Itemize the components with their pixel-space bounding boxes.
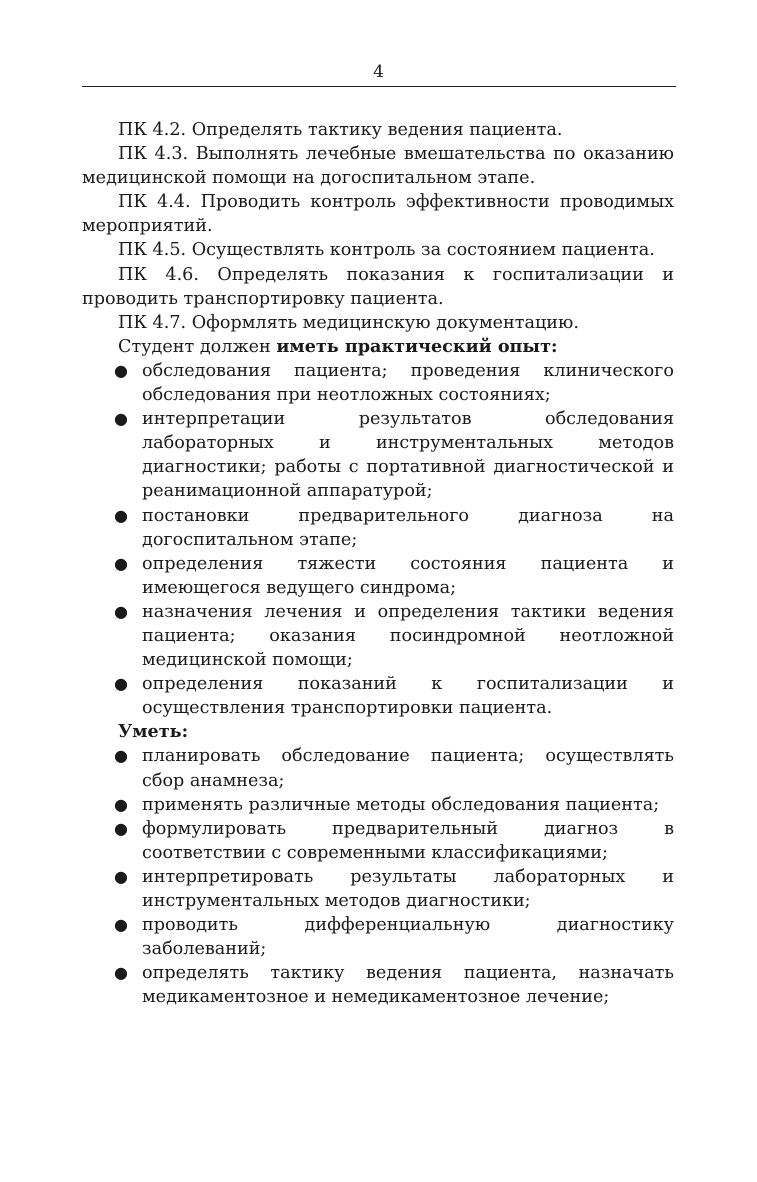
experience-list: [82, 359, 674, 720]
bullet-icon: ●: [114, 963, 128, 983]
competency-text: Осуществлять контроль за состоянием пациента.: [191, 240, 655, 261]
competency-code: ПК 4.5.: [118, 240, 187, 261]
list-item: [82, 817, 674, 865]
competency-code: ПК 4.3.: [118, 144, 189, 165]
competency-4-7: [82, 311, 674, 335]
list-item: [82, 672, 674, 720]
competency-text: Проводить контроль эффективности проводимых мероприятий.: [82, 192, 675, 237]
list-item: [82, 744, 674, 792]
bullet-icon: ●: [114, 794, 128, 814]
experience-intro-prefix: Студент должен: [118, 336, 277, 357]
list-item-text: определять тактику ведения пациента, назначать медикаментозное и немедикаментозное лечение;: [142, 963, 674, 1008]
competency-code: ПК 4.4.: [118, 192, 191, 213]
list-item: [82, 793, 674, 817]
bullet-icon: ●: [114, 866, 128, 886]
competency-text: Оформлять медицинскую документацию.: [191, 312, 579, 333]
skills-list: [82, 744, 674, 1009]
list-item-text: планировать обследование пациента; осуществлять сбор анамнеза;: [142, 746, 674, 791]
page-content: [82, 118, 674, 1009]
competency-text: Определять тактику ведения пациента.: [191, 120, 563, 140]
bullet-icon: ●: [114, 360, 128, 380]
experience-intro: [82, 335, 674, 359]
list-item: [82, 913, 674, 961]
list-item: [82, 359, 674, 407]
competency-code: ПК 4.7.: [118, 312, 187, 333]
competency-text: Определять показания к госпитализации и проводить транспортировку пациента.: [82, 264, 675, 309]
list-item-text: обследования пациента; проведения клинического обследования при неотложных состояниях;: [142, 360, 674, 406]
header-rule: [82, 86, 676, 87]
bullet-icon: ●: [114, 601, 128, 621]
list-item-text: применять различные методы обследования пациента;: [142, 794, 660, 815]
list-item: [82, 961, 674, 1009]
competency-code: ПК 4.6.: [118, 264, 199, 285]
list-item: [82, 552, 674, 600]
skills-heading: Уметь:: [118, 721, 189, 743]
list-item-text: интерпретации результатов обследования лабораторных и инструментальных методов диагностики; работы с портативной диагностической и реанимационной аппаратурой;: [142, 409, 674, 502]
list-item-text: формулировать предварительный диагноз в соответствии с современными классификациями;: [142, 818, 674, 863]
experience-intro-bold: иметь практический опыт:: [276, 335, 558, 357]
competency-4-3: [82, 142, 674, 190]
competency-code: ПК 4.2.: [118, 120, 187, 140]
bullet-icon: ●: [114, 915, 128, 935]
list-item-text: интерпретировать результаты лабораторных и инструментальных методов диагностики;: [142, 866, 674, 911]
competency-4-6: [82, 263, 674, 311]
bullet-icon: ●: [114, 505, 128, 525]
competency-4-5: [82, 238, 674, 262]
list-item: [82, 504, 674, 552]
list-item: [82, 865, 674, 913]
list-item: [82, 600, 674, 672]
list-item-text: определения тяжести состояния пациента и имеющегося ведущего синдрома;: [142, 553, 674, 598]
bullet-icon: ●: [114, 553, 128, 573]
list-item-text: назначения лечения и определения тактики ведения пациента; оказания посиндромной неотложной медицинской помощи;: [142, 601, 674, 671]
list-item-text: определения показаний к госпитализации и осуществления транспортировки пациента.: [142, 674, 674, 719]
page-number: 4: [373, 62, 384, 82]
list-item-text: постановки предварительного диагноза на догоспитальном этапе;: [142, 505, 674, 550]
list-item-text: проводить дифференциальную диагностику заболеваний;: [142, 915, 674, 960]
list-item: [82, 407, 674, 503]
bullet-icon: ●: [114, 674, 128, 694]
bullet-icon: ●: [114, 818, 128, 838]
competency-4-2: [82, 118, 674, 142]
competency-text: Выполнять лечебные вмешательства по оказанию медицинской помощи на догоспитальном этапе.: [82, 144, 674, 189]
bullet-icon: ●: [114, 409, 128, 429]
competency-4-4: [82, 190, 674, 238]
bullet-icon: ●: [114, 746, 128, 766]
